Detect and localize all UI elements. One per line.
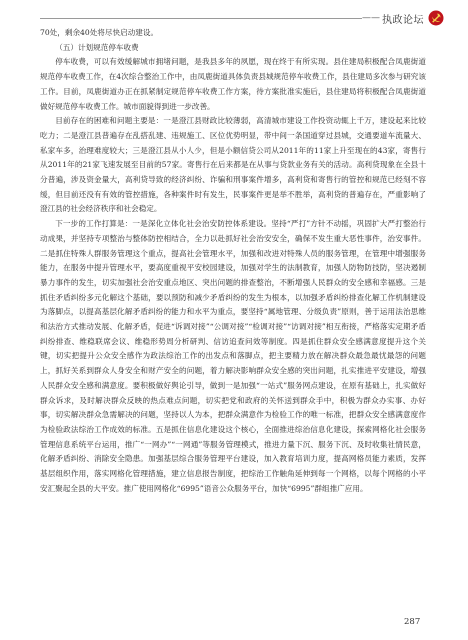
paragraph: 70处，剩余40处将尽快启动建设。 — [40, 28, 159, 37]
paragraph: 目前存在的困难和问题主要是：一是澄江县财政比较薄弱，高清城市建设工作投资动辄上千万，建设起来比较吃力；二是澄江县普遍存在乱搭乱建、违规施工、区位优势明显，带中间一条国道穿过县城，交通要道车流量大、私家车多，治理难度较大；三是澄江县从小人少，但是小额信贷公司从2011年的11家上升至现在的43家，寄售行从2011年的21家飞速发展至目前的57家。寄售行在后来都是在从事与贷款业务有关的活动。高利贷现象在全县十分普遍，涉及资金量大，高利贷导致的经济纠纷、诈骗和刑事案件增多，高利贷和寄售行的管控和规范已经刻不容缓，但目前还没有有效的管控措施，各种案件时有发生，民事案件更是举不胜举，高利贷的普遍存在，严重影响了澄江县的社会经济秩序和社会稳定。 — [40, 116, 426, 214]
body-text — [40, 26, 426, 497]
header-rule — [40, 18, 362, 19]
paragraph: 下一步的工作打算是：一是深化立体化社会治安防控体系建设。坚持“严打”方针不动摇，巩固扩大严打整治行动成果，并坚持专项整治与整体防控相结合，全力以赴抓好社会治安安全，确保不发生重大恶性事件，治安事件。二是抓住特殊人群服务管理这个重点，提高社会管理水平，加强和改进对特殊人员的服务管理，在管理中增强服务能力，在服务中提升管理水平，要高度重视平安校园建设，加强对学生的法制教育，加强人防物防技防，坚决遏制暴力事件的发生，切实加强社会治安重点地区、突出问题的排查整治，不断增强人民群众的安全感和幸福感。三是抓住矛盾纠纷多元化解这个基础，要以预防和减少矛盾纠纷的发生为根本，以加强矛盾纠纷排查化解工作机制建设为落脚点，以提高基层化解矛盾纠纷的能力和水平为重点，要坚持“属地管理、分级负责”原则，善于运用法治思维和法治方式推动发展、化解矛盾，促进“诉调对接”“公调对接”“检调对接”“访调对接”相互衔接，严格落实定期矛盾纠纷排查、维稳联席会议、维稳形势周分析研判、信访追查问效等制度。四是抓住群众安全感满意度提升这个关键，切实把提升公众安全感作为政法综治工作的出发点和落脚点，把主要精力放在解决群众最急最忧最怨的问题上，抓好关系到群众人身安全和财产安全的问题，着力解决影响群众安全感的突出问题，扎实推进平安建设，增强人民群众安全感和满意度。要积极做好舆论引导，做到一是加强“一站式”服务网点建设，在原有基础上，扎实做好群众诉求，及时解决群众反映的热点难点问题，切实把党和政府的关怀送到群众手中，积极为群众办实事、办好事，切实解决群众急需解决的问题，坚持以人为本，把群众满意作为检验工作的唯一标准，把群众安全感满意度作为检验政法综治工作成效的标准。五是抓住信息化建设这个核心，全面推进综治信息化建设，探索网格化社会服务管理信息系统平台运用，推广“一网办”“一网通”等服务管理模式，推进力量下沉、服务下沉、及时收集社情民意，化解矛盾纠纷、消除安全隐患。加强基层综合服务管理平台建设，加入教育培训力度，提高网格员能力素质，发挥基层组织作用，落实网格化管理措施，建立信息报告制度，把综治工作触角延伸到每一个网格，以每个网格的小平安汇聚起全县的大平安。推广使用网格化“6995”语音公众服务平台，加快“6995”群组推广应用。 — [40, 219, 426, 493]
page-number: 287 — [404, 617, 421, 627]
paragraph: 停车收费，可以有效缓解城市拥堵问题，是我县多年的夙愿，现在终于有所实现。县住建局积极配合凤鹿街道规范停车收费工作，在4次综合整治工作中，由凤鹿街道具体负责县城规范停车收费工作，县住建局多次参与研究该工作。目前，凤鹿街道办正在抓紧制定规范停车收费工作方案，待方案批准实施后，县住建局将积极配合凤鹿街道做好规范停车收费工作。城市面貌得到进一步改善。 — [40, 57, 426, 111]
party-emblem-icon — [428, 10, 444, 26]
section-title: 执政论坛 — [382, 15, 424, 26]
header-dash: —— — [362, 13, 380, 23]
section-subheading: （五）计划规范停车收费 — [55, 42, 139, 52]
